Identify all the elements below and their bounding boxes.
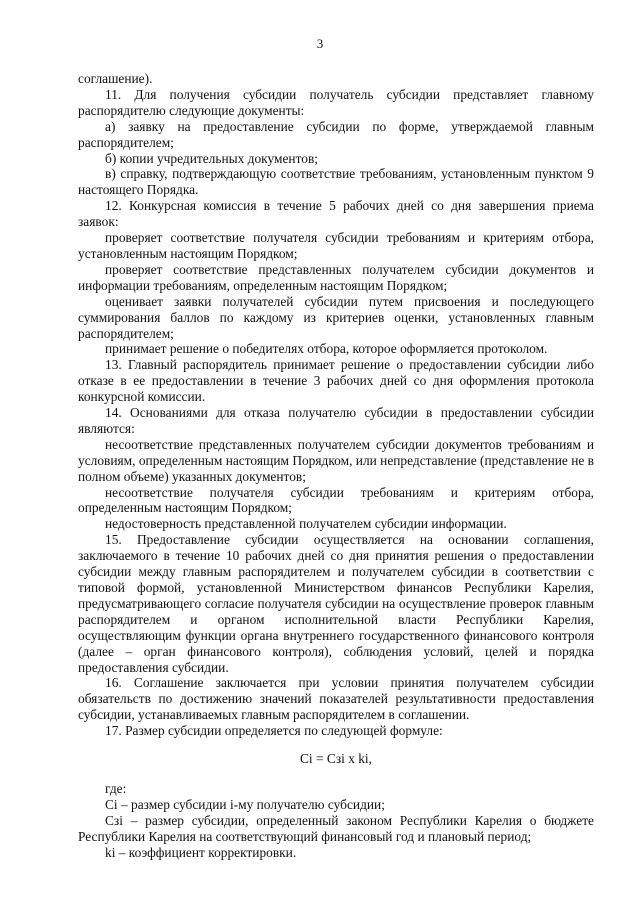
paragraph-12-item-3: оценивает заявки получателей субсидии путем присвоения и последующего суммирования баллов по каждому из критериев оценки, установленных главным распорядителем; [78,293,594,341]
definition-ci: Ci – размер субсидии i-му получателю субсидии; [105,796,385,812]
page-number: 3 [316,36,324,51]
definition-ki: ki – коэффициент корректировки. [105,844,297,860]
paragraph-12-item-4: принимает решение о победителях отбора, которое оформляется протоколом. [105,341,548,357]
paragraph-14: 14. Основаниями для отказа получателю субсидии в предоставлении субсидии являются: [78,405,594,436]
paragraph-12-item-2: проверяет соответствие представленных получателем субсидии документов и информации требованиям, определенным настоящим Порядком; [78,261,594,293]
list-item-b: б) копии учредительных документов; [105,150,318,166]
definition-czi: Сзi – размер субсидии, определенный законом Республики Карелия о бюджете Республики Карелия на соответствующий финансовый год и плановый период; [78,812,594,844]
paragraph-14-item-3: недостоверность представленной получателем субсидии информации. [105,516,507,532]
paragraph-15: 15. Предоставление субсидии осуществляется на основании соглашения, заключаемого в течение 10 рабочих дней со дня принятия решения о предоставлении субсидии между главным распорядителем и получателем субсидии в соответствии с типовой формой, установленной Министерством финансов Республики Карелия, предусматривающего согласие получателя субсидии на осуществление проверок главным распорядителем и органом исполнительной власти Республики Карелия, осуществляющим функции органа внутреннего государственного финансового контроля (далее – орган финансового контроля), соблюдения условий, целей и порядка предоставления субсидии. [78,532,594,675]
paragraph-14-item-1: несоответствие представленных получателем субсидии документов требованиям и условиям, определенным настоящим Порядком, или непредставление (представление не в полном объеме) указанных документов; [78,436,594,484]
subsidy-formula: Ci = Сзi x ki, [300,751,372,767]
definition-where: где: [105,780,127,796]
list-item-c: в) справку, подтверждающую соответствие требованиям, установленным пунктом 9 настоящего Порядка. [78,166,594,198]
paragraph-12-item-1: проверяет соответствие получателя субсидии требованиям и критериям отбора, установленным настоящим Порядком; [78,230,594,261]
paragraph-14-item-2: несоответствие получателя субсидии требованиям и критериям отбора, определенным настоящим Порядком; [78,484,594,516]
document-body [78,71,594,861]
paragraph-continuation: соглашение). [78,71,153,86]
paragraph-12: 12. Конкурсная комиссия в течение 5 рабочих дней со дня завершения приема заявок: [78,198,594,230]
paragraph-11: 11. Для получения субсидии получатель субсидии представляет главному распорядителю следующие документы: [78,86,594,118]
list-item-a: а) заявку на предоставление субсидии по форме, утверждаемой главным распорядителем; [78,118,594,150]
paragraph-16: 16. Соглашение заключается при условии принятия получателем субсидии обязательств по достижению значений показателей результативности предоставления субсидии, устанавливаемых главным распорядителем в соглашении. [78,675,594,723]
paragraph-17: 17. Размер субсидии определяется по следующей формуле: [105,723,443,739]
paragraph-13: 13. Главный распорядитель принимает решение о предоставлении субсидии либо отказе в ее предоставлении в течение 3 рабочих дней со дня оформления протокола конкурсной комиссии. [78,357,594,405]
